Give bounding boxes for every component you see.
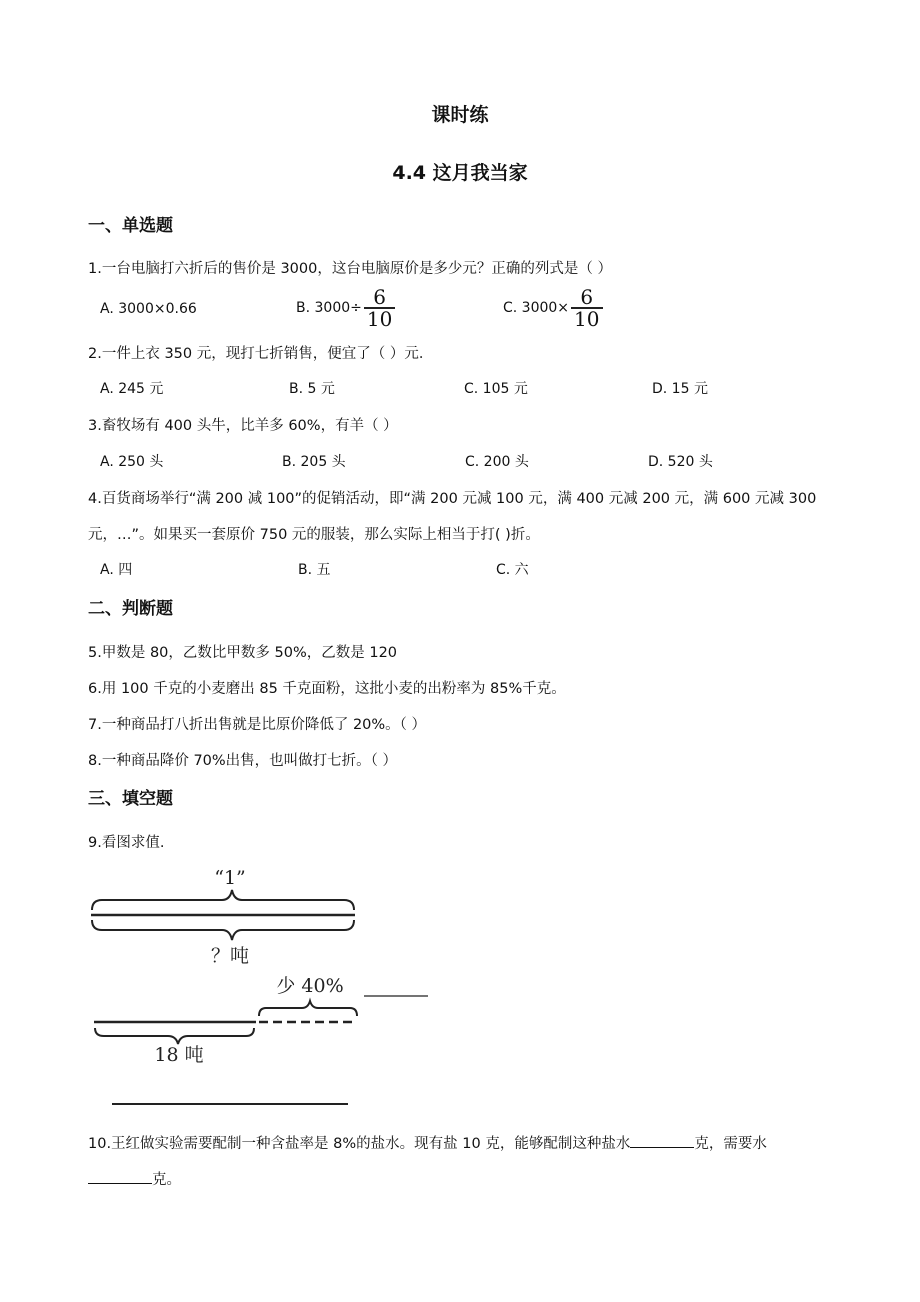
q3-option-a[interactable]: A. 250 头 [100, 454, 164, 470]
fraction-denominator: 10 [364, 307, 395, 329]
section-heading-single-choice: 一、单选题 [88, 216, 173, 236]
question-9-text: 9.看图求值. [88, 835, 165, 851]
question-3-text: 3.畜牧场有 400 头牛，比羊多 60%，有羊（ ） [88, 418, 398, 434]
fraction-denominator: 10 [571, 307, 602, 329]
question-6-text: 6.用 100 千克的小麦磨出 85 千克面粉，这批小麦的出粉率为 85%千克。 [88, 681, 566, 697]
q3-option-d[interactable]: D. 520 头 [648, 454, 713, 470]
q1-option-a[interactable]: A. 3000×0.66 [100, 301, 197, 317]
q1-option-c-label: C. 3000× [503, 300, 570, 316]
q10-text-part2: 克，需要水 [694, 1136, 767, 1152]
fig1-top-brace [92, 890, 354, 910]
question-1-text: 1.一台电脑打六折后的售价是 3000，这台电脑原价是多少元？正确的列式是（ ） [88, 261, 612, 277]
q1-option-b-label: B. 3000÷ [296, 300, 362, 316]
q1-option-b[interactable] [296, 287, 395, 329]
worksheet-title: 课时练 [431, 104, 489, 126]
fig2-decrease-label: 少 40% [276, 975, 344, 997]
fig2-known-label: 18 吨 [154, 1044, 204, 1066]
section-heading-fill-in: 三、填空题 [88, 789, 173, 809]
q4-option-b[interactable]: B. 五 [298, 562, 331, 578]
fig2-bottom-brace [95, 1028, 254, 1044]
question-2-text: 2.一件上衣 350 元，现打七折销售，便宜了（ ）元． [88, 346, 434, 362]
q10-blank-water[interactable] [88, 1169, 152, 1184]
question-8-text: 8.一种商品降价 70%出售，也叫做打七折。（ ） [88, 753, 398, 769]
q4-option-c[interactable]: C. 六 [496, 562, 529, 578]
q10-blank-saltwater[interactable] [630, 1133, 694, 1148]
question-4-text-line1: 4.百货商场举行“满 200 减 100”的促销活动，即“满 200 元减 100 元，满 400 元减 200 元，满 600 元减 300 [88, 491, 817, 507]
q1-option-c-fraction [571, 287, 602, 329]
lesson-subtitle: 4.4 这月我当家 [392, 162, 528, 184]
fig1-unknown-label: ？吨 [210, 945, 250, 967]
fig1-whole-label: “1” [214, 867, 246, 889]
q4-option-a[interactable]: A. 四 [100, 562, 133, 578]
q2-option-a[interactable]: A. 245 元 [100, 381, 164, 397]
q2-option-d[interactable]: D. 15 元 [652, 381, 708, 397]
question-4-text-line2: 元，…”。如果买一套原价 750 元的服装，那么实际上相当于打( )折。 [88, 527, 540, 543]
fig1-bottom-brace [92, 920, 354, 940]
question-10-line1 [88, 1132, 767, 1153]
q3-option-c[interactable]: C. 200 头 [465, 454, 529, 470]
q10-text-part3: 克。 [152, 1172, 181, 1188]
q1-option-b-fraction [364, 287, 395, 329]
q2-option-c[interactable]: C. 105 元 [464, 381, 528, 397]
q2-option-b[interactable]: B. 5 元 [289, 381, 335, 397]
fig2-top-brace [259, 1001, 357, 1016]
section-heading-true-false: 二、判断题 [88, 599, 173, 619]
fraction-numerator: 6 [373, 285, 386, 309]
q10-text-part1: 10.王红做实验需要配制一种含盐率是 8%的盐水。现有盐 10 克，能够配制这种盐水 [88, 1136, 631, 1152]
fraction-numerator: 6 [580, 285, 594, 309]
question-5-text: 5.甲数是 80，乙数比甲数多 50%，乙数是 120 [88, 645, 398, 661]
question-7-text: 7.一种商品打八折出售就是比原价降低了 20%。（ ） [88, 717, 427, 733]
q3-option-b[interactable]: B. 205 头 [282, 454, 346, 470]
q1-option-c[interactable] [503, 287, 603, 329]
question-10-line2 [88, 1168, 181, 1189]
q9-bar-diagram [80, 858, 440, 1114]
